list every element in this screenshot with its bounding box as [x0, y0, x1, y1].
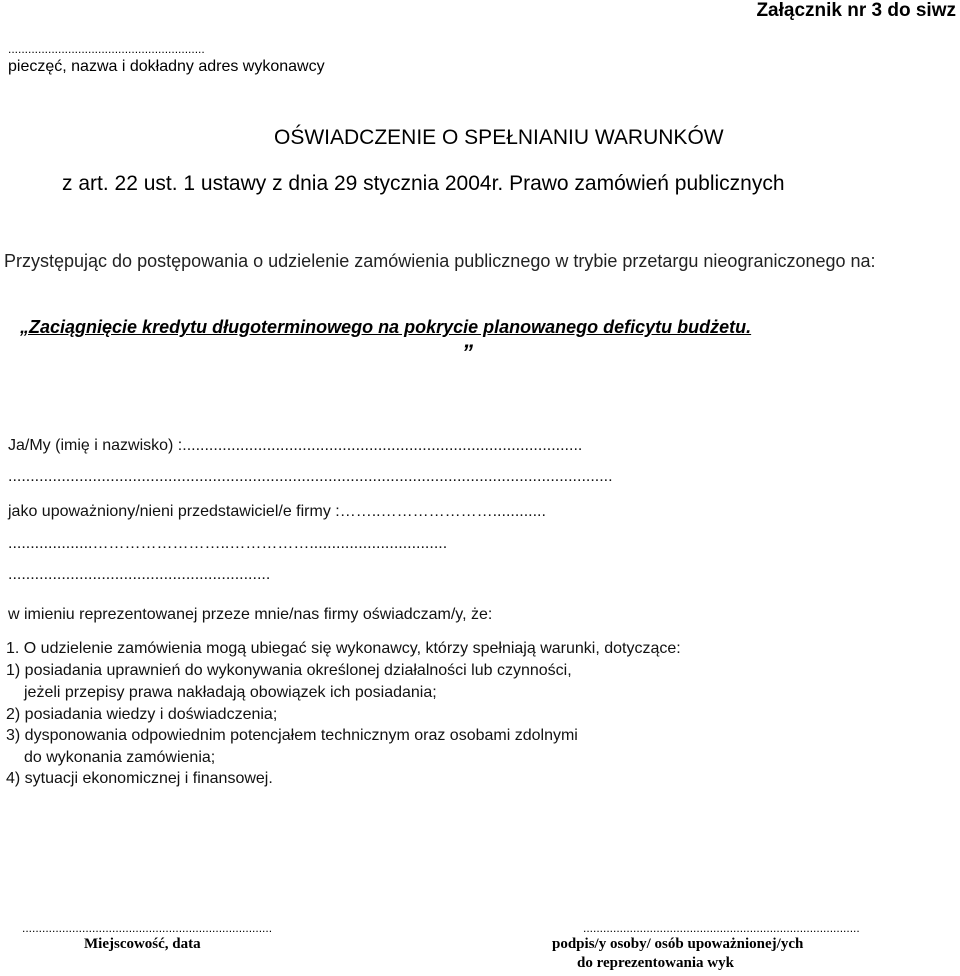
- intro-paragraph: Przystępując do postępowania o udzielenie zamówienia publicznego w trybie przetargu nieograniczonego na:: [4, 251, 876, 271]
- representative-field-line[interactable]: jako upoważniony/nieni przedstawiciel/e firmy :……..…………………............: [8, 503, 546, 520]
- closing-quote: ”: [462, 340, 473, 365]
- name-field-continuation[interactable]: ........................................................................................................................................: [8, 468, 613, 485]
- conditions-lead: 1. O udzielenie zamówienia mogą ubiegać się wykonawcy, którzy spełniają warunki, dotyczące:: [6, 640, 681, 657]
- representative-field-continuation-2[interactable]: ...........................................................: [8, 566, 271, 583]
- representative-field-continuation[interactable]: ...................……………………..……………...............................: [8, 535, 448, 552]
- signature-label: podpis/y osoby/ osób upoważnionej/ych: [552, 936, 804, 952]
- annex-label: Załącznik nr 3 do siwz: [756, 0, 956, 21]
- declaration-text: w imieniu reprezentowanej przeze mnie/nas firmy oświadczam/y, że:: [8, 606, 493, 623]
- condition-item-4: 4) sytuacji ekonomicznej i finansowej.: [6, 770, 273, 787]
- condition-item-3: 3) dysponowania odpowiednim potencjałem technicznym oraz osobami zdolnymi: [6, 727, 578, 744]
- condition-item-1-cont: jeżeli przepisy prawa nakładają obowiązek ich posiadania;: [24, 684, 437, 701]
- stamp-dotted-line: ...........................................................: [8, 42, 205, 56]
- contract-subject: „Zaciągnięcie kredytu długoterminowego na pokrycie planowanego deficytu budżetu.: [20, 317, 752, 337]
- stamp-label: pieczęć, nazwa i dokładny adres wykonawcy: [8, 58, 325, 75]
- document-title: OŚWIADCZENIE O SPEŁNIANIU WARUNKÓW: [274, 126, 724, 149]
- condition-item-2: 2) posiadania wiedzy i doświadczenia;: [6, 706, 278, 723]
- condition-item-1: 1) posiadania uprawnień do wykonywania określonej działalności lub czynności,: [6, 662, 572, 679]
- condition-item-3-cont: do wykonania zamówienia;: [24, 749, 216, 766]
- name-field-line[interactable]: Ja/My (imię i nazwisko) :..........................................................................................: [8, 437, 583, 454]
- place-date-dotted-line[interactable]: ...........................................................................: [22, 921, 273, 935]
- signature-dotted-line[interactable]: ...................................................................................: [583, 921, 860, 935]
- signature-label-cont: do reprezentowania wyk: [577, 955, 734, 971]
- document-subtitle: z art. 22 ust. 1 ustawy z dnia 29 stycznia 2004r. Prawo zamówień publicznych: [62, 172, 785, 195]
- place-date-label: Miejscowość, data: [84, 936, 201, 952]
